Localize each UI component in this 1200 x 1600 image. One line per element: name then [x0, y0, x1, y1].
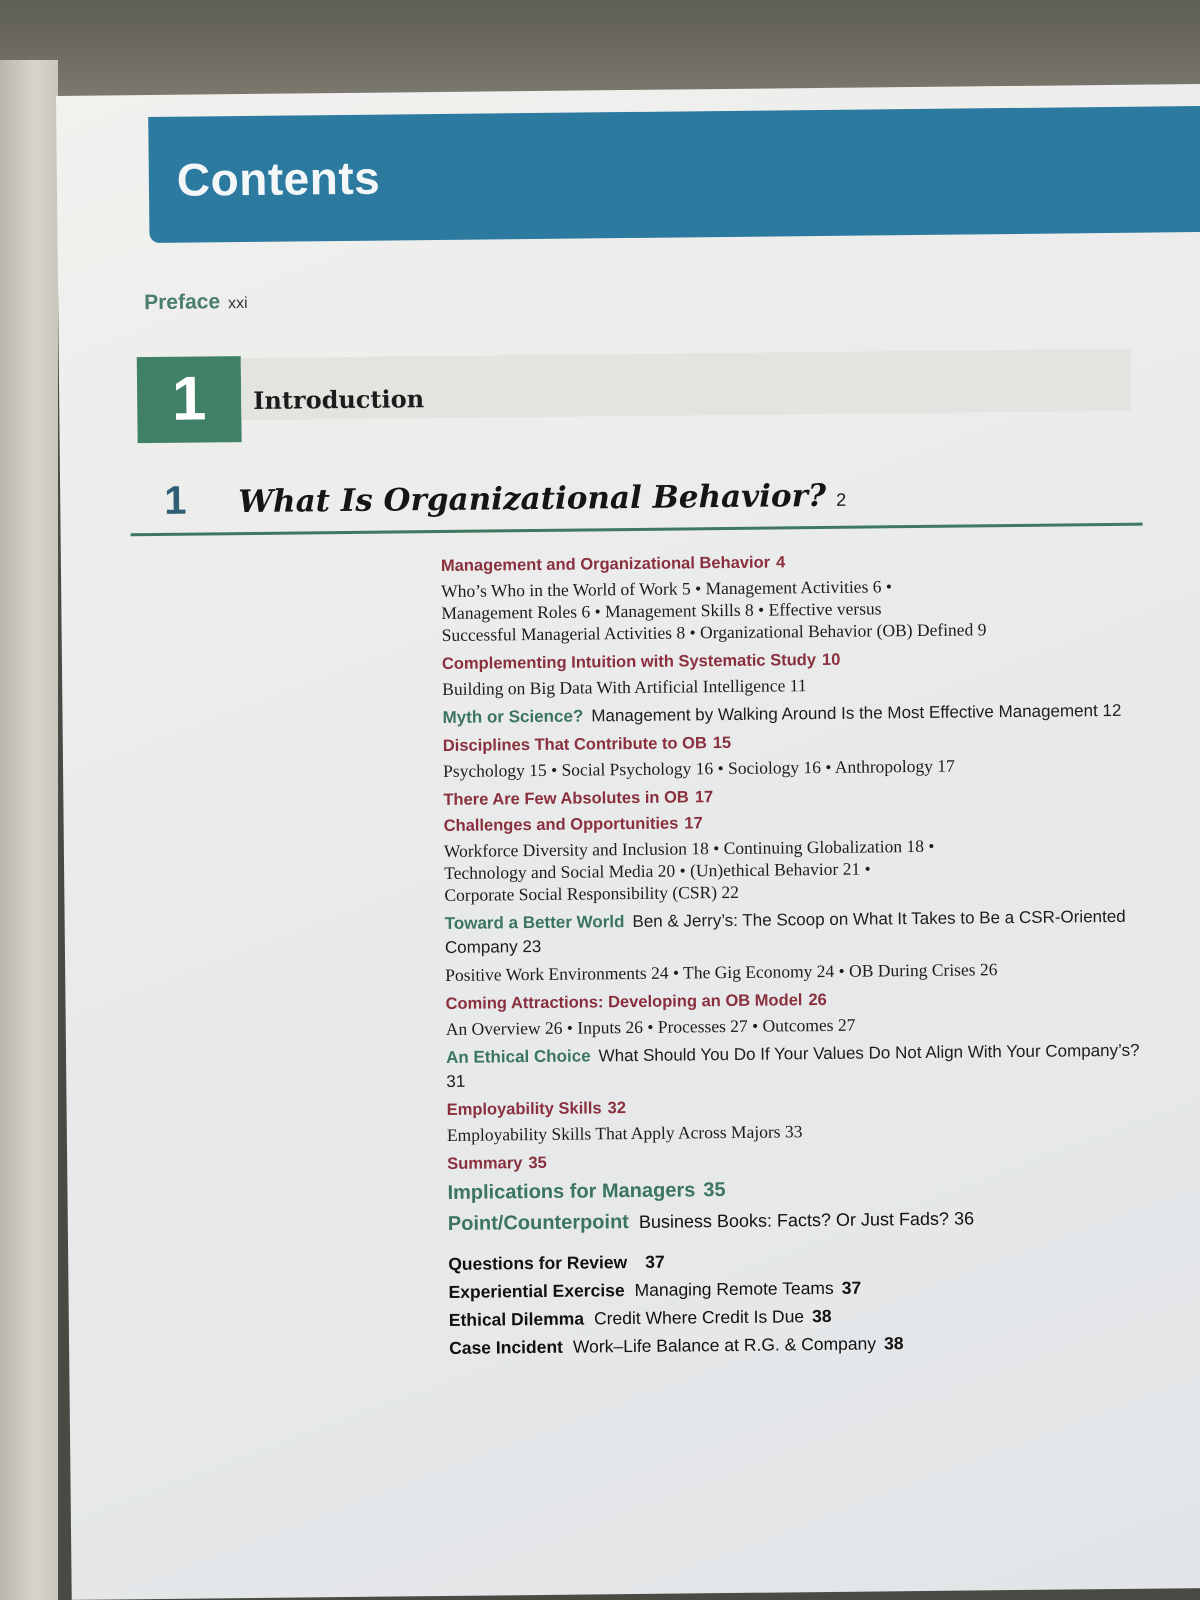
section-title: Complementing Intuition with Systematic Study [441, 651, 817, 673]
preface-entry [144, 290, 248, 315]
feature-label: Point/Counterpoint [447, 1211, 630, 1235]
feature-text: What Should You Do If Your Values Do Not Align With Your Company’s? 31 [446, 1040, 1140, 1091]
subsection-line: Who’s Who in the World of Work 5 • Management Activities 6 • [441, 576, 893, 601]
end-row-text: Work–Life Balance at R.G. & Company [572, 1333, 877, 1357]
implications-page: 35 [703, 1179, 726, 1202]
subsection-line: Technology and Social Media 20 • (Un)ethical Behavior 21 • [444, 858, 871, 883]
subsection-line: An Overview 26 • Inputs 26 • Processes 27 • Outcomes 27 [445, 1014, 856, 1039]
section-page: 4 [775, 553, 786, 572]
subsection-text [442, 671, 1142, 700]
section-page: 10 [821, 650, 841, 670]
part-number: 1 [137, 356, 242, 443]
section-title: Summary [447, 1154, 523, 1173]
section-page: 17 [694, 788, 714, 807]
section-page: 26 [808, 990, 827, 1010]
section-title: Challenges and Opportunities [443, 814, 679, 835]
subsection-line: Building on Big Data With Artificial Intelligence 11 [442, 675, 807, 699]
feature-text: Management by Walking Around Is the Most Effective Management 12 [591, 700, 1122, 726]
end-row-page: 37 [645, 1251, 665, 1272]
section-title: There Are Few Absolutes in OB [443, 788, 689, 809]
feature-label: Myth or Science? [442, 706, 584, 727]
section-title: Management and Organizational Behavior [440, 553, 771, 575]
contents-page [56, 84, 1200, 1600]
end-row-label: Questions for Review [448, 1252, 628, 1274]
chapter-rule [131, 523, 1143, 537]
part-title: Introduction [253, 384, 425, 415]
preface-page: xxi [227, 295, 248, 313]
contents-banner [148, 106, 1200, 243]
toc-list [441, 547, 1149, 1362]
subsection-line: Successful Managerial Activities 8 • Organizational Behavior (OB) Defined 9 [441, 619, 987, 645]
feature-text: Business Books: Facts? Or Just Fads? 36 [638, 1208, 975, 1232]
subsection-text [443, 753, 1143, 782]
book-page-edge [0, 60, 58, 1600]
end-row [449, 1327, 1149, 1362]
end-row-page: 38 [883, 1333, 904, 1354]
subsection-line: Workforce Diversity and Inclusion 18 • Continuing Globalization 18 • [443, 835, 935, 861]
section-page: 35 [528, 1153, 547, 1173]
feature-text: Ben & Jerry’s: The Scoop on What It Takes to Be a CSR-Oriented Company 23 [444, 906, 1126, 957]
end-row-label: Ethical Dilemma [448, 1308, 585, 1330]
chapter-title-text: What Is Organizational Behavior? [238, 477, 827, 521]
feature-an-ethical-choice [446, 1039, 1146, 1094]
subsection-text [445, 957, 1145, 986]
feature-label: An Ethical Choice [445, 1046, 591, 1067]
feature-myth-or-science [442, 699, 1142, 730]
end-row-text: Managing Remote Teams [634, 1277, 834, 1301]
chapter-number: 1 [164, 478, 187, 523]
end-row-text: Credit Where Credit Is Due [593, 1306, 805, 1329]
end-row-label: Case Incident [449, 1336, 564, 1358]
subsection-text [441, 573, 1142, 646]
end-row-label: Experiential Exercise [448, 1280, 625, 1302]
subsection-line: Psychology 15 • Social Psychology 16 • Sociology 16 • Anthropology 17 [442, 755, 955, 781]
section-heading [447, 1145, 1147, 1176]
section-page: 15 [712, 733, 732, 753]
feature-label: Toward a Better World [444, 912, 625, 933]
section-page: 17 [684, 814, 703, 833]
section-title: Employability Skills [446, 1099, 602, 1119]
end-row-page: 37 [841, 1277, 862, 1298]
section-page: 32 [607, 1099, 627, 1118]
subsection-line: Positive Work Environments 24 • The Gig Economy 24 • OB During Crises 26 [445, 959, 998, 985]
end-row-page: 38 [811, 1305, 832, 1327]
section-title: Disciplines That Contribute to OB [442, 734, 707, 755]
subsection-line: Corporate Social Responsibility (CSR) 22 [444, 881, 740, 905]
subsection-text [444, 833, 1145, 906]
feature-toward-a-better-world [445, 905, 1145, 960]
subsection-line: Management Roles 6 • Management Skills 8 • Effective versus [441, 598, 882, 623]
subsection-text [447, 1117, 1147, 1146]
preface-label: Preface [144, 290, 221, 315]
chapter-page: 2 [836, 489, 847, 510]
implications-heading [447, 1175, 1147, 1205]
section-title: Coming Attractions: Developing an OB Model [445, 991, 803, 1013]
implications-title: Implications for Managers [447, 1179, 696, 1204]
subsection-text [446, 1011, 1146, 1040]
feature-point-counterpoint [448, 1206, 1148, 1236]
page-title: Contents [176, 151, 381, 206]
chapter-title [238, 478, 846, 520]
subsection-line: Employability Skills That Apply Across Majors 33 [446, 1121, 803, 1145]
